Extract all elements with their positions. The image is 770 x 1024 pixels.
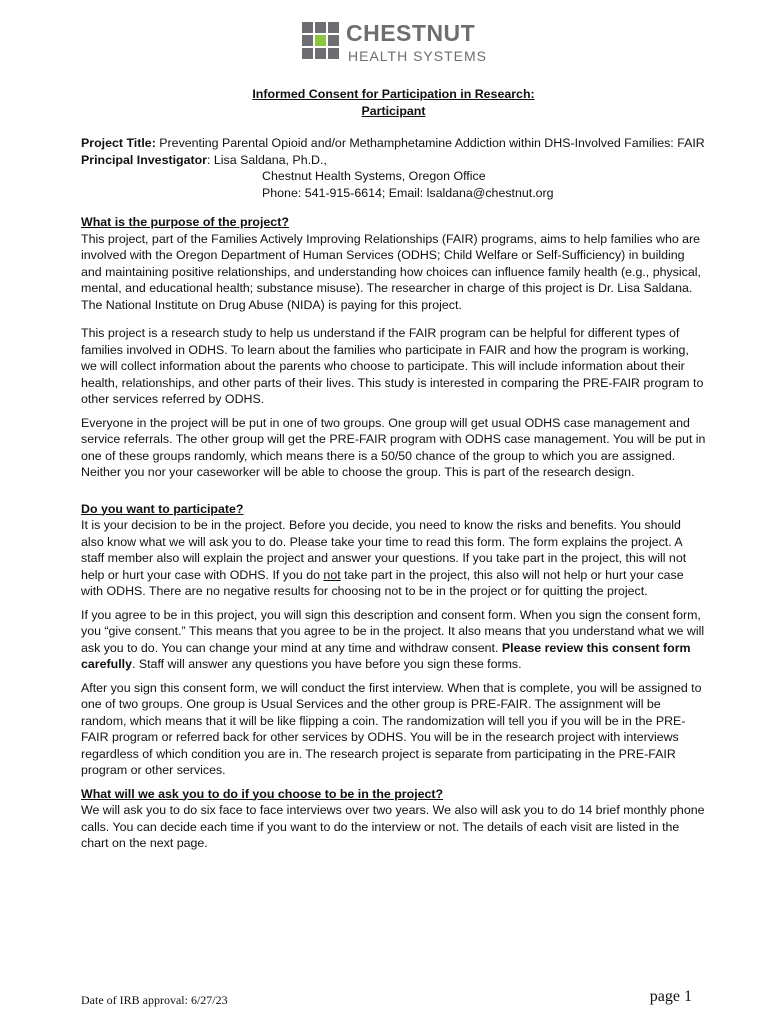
pi-value: : Lisa Saldana, Ph.D., <box>207 152 327 167</box>
project-meta <box>81 135 706 201</box>
project-title-label: Project Title: <box>81 136 156 150</box>
project-title-value: Preventing Parental Opioid and/or Methamphetamine Addiction within DHS-Involved Families: FAIR <box>159 136 705 150</box>
project-title-line <box>81 135 706 152</box>
logo-title: CHESTNUT <box>346 20 476 46</box>
review-emphasis: Please review this consent form carefully <box>81 640 691 671</box>
purpose-paragraph-3: Everyone in the project will be put in one of two groups. One group will get usual ODHS case management and service referrals. The other group will get the PRE-FAIR program with ODHS case management. You will be put in one of these groups randomly, which means there is a 50/50 chance of the group to which you are assigned. Neither you nor your caseworker will be able to choose the group. This is part of the research design. <box>81 415 706 479</box>
page-number: page 1 <box>649 988 692 1005</box>
purpose-heading: What is the purpose of the project? <box>81 215 289 229</box>
ask-paragraph-1: We will ask you to do six face to face interviews over two years. We also will ask you to do 14 brief monthly phone calls. You can decide each time if you want to do the interview or not. The details of each visit are listed in the chart on the next page. <box>81 803 705 850</box>
irb-approval-date: Date of IRB approval: 6/27/23 <box>81 993 228 1007</box>
document-subtitle: Participant <box>361 103 426 118</box>
purpose-paragraph-2: This project is a research study to help us understand if the FAIR program can be helpful for different types of families involved in ODHS. To learn about the families who participate in FAIR and how the program is working, we will collect information about the parents who choose to participate. This will include information about their health, relationships, and other parts of their lives. This study is interested in comparing the PRE-FAIR program to other services referred by ODHS. <box>81 326 704 406</box>
pi-label: Principal Investigator <box>81 152 208 167</box>
pi-office: Chestnut Health Systems, Oregon Office <box>262 169 486 183</box>
document-title: Informed Consent for Participation in Research: <box>252 87 535 101</box>
purpose-paragraph-1: This project, part of the Families Actively Improving Relationships (FAIR) programs, aims to help families who are involved with the Oregon Department of Human Services (ODHS; Child Welfare or Self-Sufficiency) in building and maintaining positive relationships, and understanding how choices can influence family health (e.g., physical, mental, and educational health; substance misuse). The researcher in charge of this project is Dr. Lisa Saldana. The National Institute on Drug Abuse (NIDA) is paying for this project. <box>81 231 701 312</box>
principal-investigator-line <box>81 152 706 169</box>
logo-mark-icon <box>302 22 340 60</box>
participate-paragraph-2: If you agree to be in this project, you will sign this description and consent form. When you sign the consent form, you “give consent.” This means that you agree to be in the project. It also means that you understand what we will ask you to do. You can change your mind at any time and withdraw consent. Please review this consent form carefully. Staff will answer any questions you have before you sign these forms. <box>81 607 705 671</box>
logo-subtitle: HEALTH SYSTEMS <box>348 48 487 64</box>
participate-paragraph-1: It is your decision to be in the project. Before you decide, you need to know the risks and benefits. You should also know what we will ask you to do. Please take your time to read this form. The form explains the project. A staff member also will explain the project and answer your questions. If you take part in the project, this will not help or hurt your case with ODHS. If you do not take part in the project, this also will not help or hurt your case with ODHS. There are no negative results for choosing not to be in the project or for quitting the project. <box>81 518 687 598</box>
pi-contact: Phone: 541-915-6614; Email: lsaldana@chestnut.org <box>262 185 554 200</box>
chestnut-logo <box>302 22 492 66</box>
participate-heading: Do you want to participate? <box>81 501 244 516</box>
document-body <box>81 86 706 859</box>
participate-paragraph-3: After you sign this consent form, we will conduct the first interview. When that is complete, you will be assigned to one of two groups. One group is Usual Services and the other group is PRE-FAIR. The assignment will be random, which means that it will be like flipping a coin. The randomization will tell you if you will be in the PRE-FAIR program or referred back for other services by ODHS. You will be in the research project with interviews regardless of which condition you are in. The research project is separate from participating in the PRE-FAIR program or other services. <box>81 680 702 777</box>
not-emphasis: not <box>323 567 341 582</box>
ask-heading: What will we ask you to do if you choose to be in the project? <box>81 786 444 801</box>
